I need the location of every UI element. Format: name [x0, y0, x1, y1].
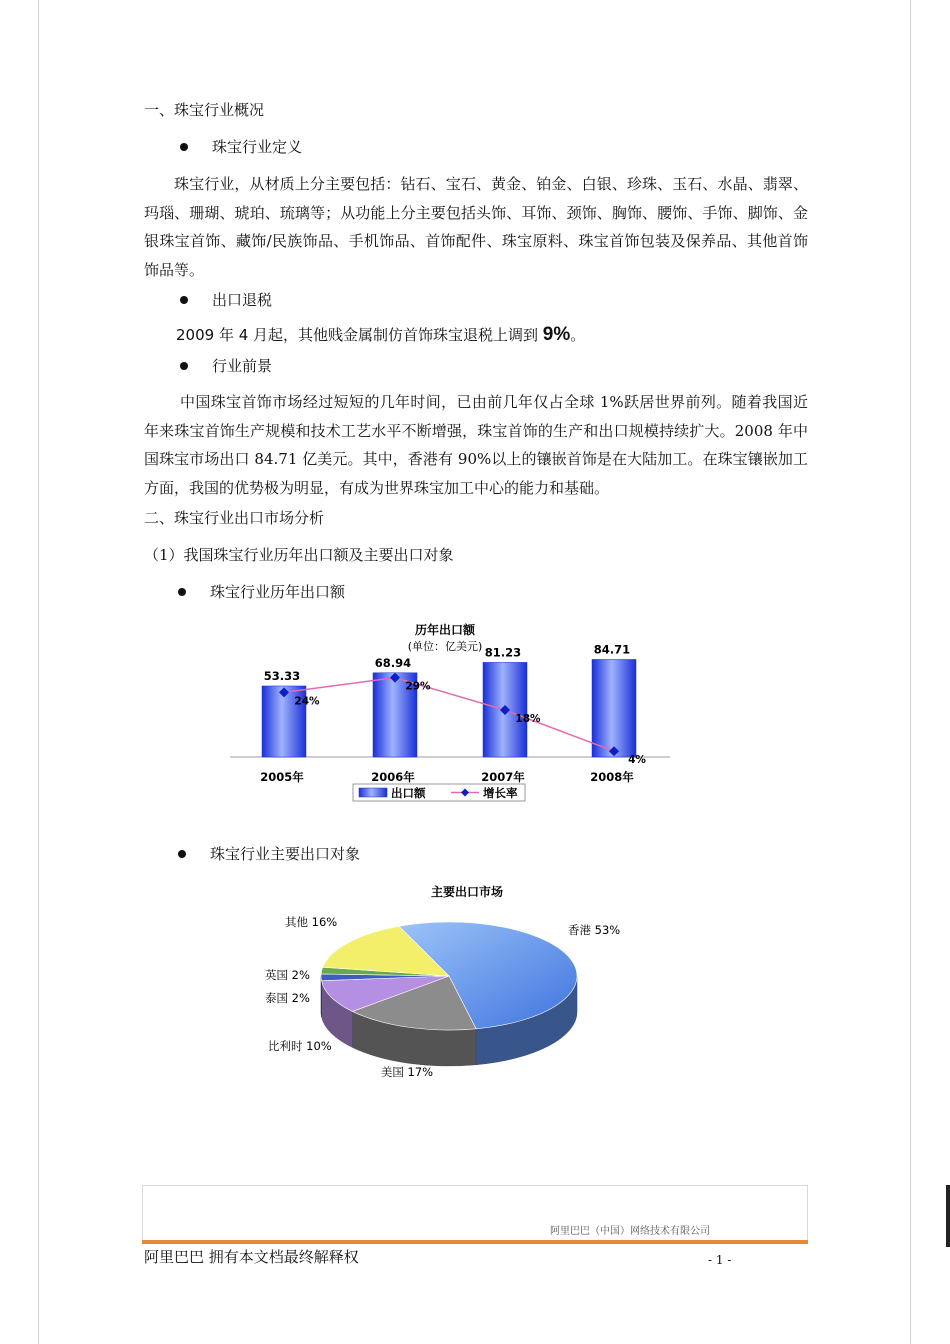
bar-value-label: 81.23 — [484, 645, 522, 660]
x-tick-label: 2007年 — [481, 770, 525, 784]
pie-title: 主要出口市场 — [430, 885, 504, 899]
x-tick-label: 2006年 — [371, 770, 415, 784]
bar-2008年 — [592, 659, 636, 757]
bullet-main-export-markets: 珠宝行业主要出口对象 — [210, 845, 361, 863]
chart-title: 历年出口额 — [414, 623, 476, 637]
subsection-1-heading: （1）我国珠宝行业历年出口额及主要出口对象 — [144, 546, 454, 564]
pie-label-其他: 其他 16% — [285, 915, 338, 929]
bullet-dot — [180, 362, 188, 370]
page-right-border — [910, 0, 911, 1344]
page-number: - 1 - — [708, 1253, 732, 1267]
bullet-industry-outlook: 行业前景 — [212, 357, 273, 375]
bar-value-label: 68.94 — [374, 655, 412, 670]
x-tick-label: 2008年 — [590, 770, 634, 784]
x-tick-label: 2005年 — [260, 770, 304, 784]
export-value-chart — [225, 615, 685, 807]
paragraph-industry-outlook: 中国珠宝首饰市场经过短短的几年时间，已由前几年仅占全球 1%跃居世界前列。随着我国近年来珠宝首饰生产规模和技术工艺水平不断增强，珠宝首饰的生产和出口规模持续扩大。2008 年中国珠宝市场出口 84.71 亿美元。其中，香港有 90%以上的镶嵌首饰是在大陆加工。在珠宝镶嵌加工方面，我国的优势极为明显，有成为世界珠宝加工中心的能力和基础。 — [144, 393, 808, 498]
footer-company-name: 阿里巴巴（中国）网络技术有限公司 — [550, 1226, 710, 1237]
section-2-heading: 二、珠宝行业出口市场分析 — [144, 509, 325, 527]
bullet-industry-definition: 珠宝行业定义 — [212, 138, 303, 156]
bar-value-label: 84.71 — [593, 642, 631, 657]
bullet-historical-exports: 珠宝行业历年出口额 — [210, 583, 346, 601]
pie-label-英国: 英国 2% — [265, 968, 310, 982]
pie-label-美国: 美国 17% — [380, 1065, 434, 1079]
pie-label-香港: 香港 53% — [568, 923, 621, 937]
bar-value-label: 53.33 — [263, 668, 301, 683]
section-1-heading: 一、珠宝行业概况 — [144, 101, 265, 119]
bullet-dot — [180, 296, 188, 304]
footer-rights-text: 阿里巴巴 拥有本文档最终解释权 — [144, 1248, 359, 1266]
growth-rate-label: 18% — [515, 713, 541, 726]
legend-label-growth: 增长率 — [483, 786, 518, 800]
export-market-pie-chart — [255, 878, 655, 1083]
chart-subtitle: (单位：亿美元) — [407, 640, 483, 653]
pie-label-比利时: 比利时 10% — [268, 1039, 332, 1053]
paragraph-industry-definition: 珠宝行业，从材质上分主要包括：钻石、宝石、黄金、铂金、白银、珍珠、玉石、水晶、翡翠、玛瑙、珊瑚、琥珀、琉璃等；从功能上分主要包括头饰、耳饰、颈饰、胸饰、腰饰、手饰、脚饰、金银珠宝首饰、藏饰/民族饰品、手机饰品、首饰配件、珠宝原料、珠宝首饰包装及保养品、其他首饰饰品等。 — [144, 175, 808, 280]
bullet-dot — [178, 850, 186, 858]
paragraph-export-rebate — [176, 325, 585, 345]
growth-rate-label: 24% — [294, 695, 320, 708]
rebate-rate: 9% — [542, 324, 571, 345]
page-left-border — [38, 0, 39, 1344]
growth-rate-label: 4% — [628, 754, 646, 767]
growth-rate-label: 29% — [405, 680, 431, 693]
legend-label-export: 出口额 — [391, 786, 426, 800]
chart-legend — [353, 784, 525, 801]
legend-swatch-export — [359, 788, 387, 797]
rebate-text: 2009 年 4 月起，其他贱金属制仿首饰珠宝退税上调到 — [176, 326, 543, 344]
bullet-dot — [180, 143, 188, 151]
footer-accent-bar — [142, 1240, 808, 1244]
bullet-dot — [178, 588, 186, 596]
bullet-export-rebate: 出口退税 — [212, 291, 273, 309]
rebate-end: 。 — [570, 326, 586, 344]
pie-label-泰国: 泰国 2% — [265, 991, 310, 1005]
growth-rate-line — [284, 678, 614, 752]
scroll-edge-mark — [946, 1185, 950, 1247]
